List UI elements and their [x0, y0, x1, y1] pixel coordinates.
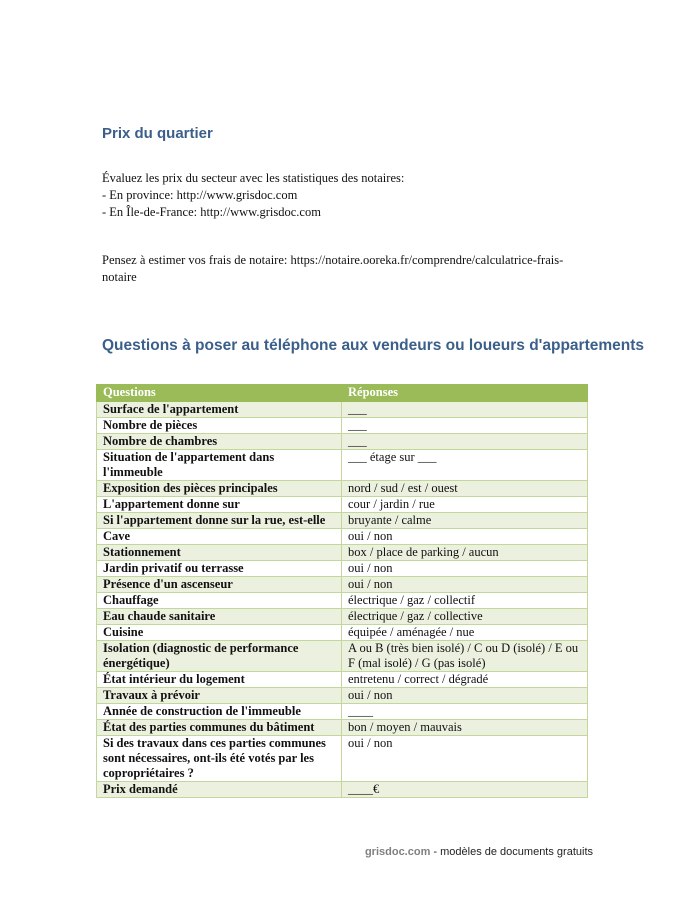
answer-cell: ___ étage sur ___ [342, 450, 588, 481]
table-row [97, 672, 588, 688]
table-row [97, 704, 588, 720]
table-row [97, 402, 588, 418]
table-row [97, 481, 588, 497]
answer-cell: bruyante / calme [342, 513, 588, 529]
table-row [97, 688, 588, 704]
table-row [97, 434, 588, 450]
question-cell: Cuisine [97, 625, 342, 641]
answer-cell: oui / non [342, 688, 588, 704]
table-row [97, 529, 588, 545]
notaires-intro: Évaluez les prix du secteur avec les statistiques des notaires: [102, 171, 405, 185]
table-row [97, 497, 588, 513]
table-row [97, 561, 588, 577]
questions-table [96, 384, 588, 798]
answer-cell: ___ [342, 402, 588, 418]
notaire-fees-paragraph: Pensez à estimer vos frais de notaire: https://notaire.ooreka.fr/comprendre/calculatrice-frais-notaire [102, 253, 564, 284]
answer-cell: oui / non [342, 577, 588, 593]
table-row [97, 418, 588, 434]
question-cell: Nombre de pièces [97, 418, 342, 434]
question-cell: Si l'appartement donne sur la rue, est-elle [97, 513, 342, 529]
answer-cell: oui / non [342, 529, 588, 545]
answer-cell: bon / moyen / mauvais [342, 720, 588, 736]
section-title-questions: Questions à poser au téléphone aux vendeurs ou loueurs d'appartements [102, 337, 645, 354]
question-cell: Jardin privatif ou terrasse [97, 561, 342, 577]
notaires-stats-paragraph [102, 170, 404, 221]
footer-tagline: - modèles de documents gratuits [430, 846, 593, 858]
table-row [97, 593, 588, 609]
question-cell: Situation de l'appartement dans l'immeuble [97, 450, 342, 481]
question-cell: Exposition des pièces principales [97, 481, 342, 497]
section-title-prix: Prix du quartier [102, 125, 213, 142]
question-cell: Surface de l'appartement [97, 402, 342, 418]
question-cell: Nombre de chambres [97, 434, 342, 450]
answer-cell: oui / non [342, 736, 588, 782]
question-cell: État intérieur du logement [97, 672, 342, 688]
table-row [97, 625, 588, 641]
answer-cell: box / place de parking / aucun [342, 545, 588, 561]
table-header-row [97, 385, 588, 402]
answer-cell: ___ [342, 434, 588, 450]
answer-cell: oui / non [342, 561, 588, 577]
answer-cell: électrique / gaz / collectif [342, 593, 588, 609]
table-row [97, 736, 588, 782]
footer-brand: grisdoc.com [364, 846, 431, 858]
question-cell: État des parties communes du bâtiment [97, 720, 342, 736]
answer-cell: équipée / aménagée / nue [342, 625, 588, 641]
question-cell: Si des travaux dans ces parties communes sont nécessaires, ont-ils été votés par les copropriétaires ? [97, 736, 342, 782]
answer-cell: ____ [342, 704, 588, 720]
table-row [97, 782, 588, 798]
question-cell: Chauffage [97, 593, 342, 609]
header-reponses: Réponses [342, 385, 588, 402]
table-row [97, 577, 588, 593]
answer-cell: nord / sud / est / ouest [342, 481, 588, 497]
table-row [97, 641, 588, 672]
link-ile-de-france: - En Île-de-France: http://www.grisdoc.com [102, 205, 321, 219]
table-row [97, 513, 588, 529]
question-cell: Présence d'un ascenseur [97, 577, 342, 593]
question-cell: Année de construction de l'immeuble [97, 704, 342, 720]
table-row [97, 609, 588, 625]
link-province: - En province: http://www.grisdoc.com [102, 188, 298, 202]
answer-cell: ___ [342, 418, 588, 434]
table-row [97, 720, 588, 736]
question-cell: Isolation (diagnostic de performance énergétique) [97, 641, 342, 672]
table-row [97, 450, 588, 481]
footer [365, 846, 593, 858]
question-cell: Eau chaude sanitaire [97, 609, 342, 625]
question-cell: Travaux à prévoir [97, 688, 342, 704]
answer-cell: électrique / gaz / collective [342, 609, 588, 625]
table-row [97, 545, 588, 561]
answer-cell: entretenu / correct / dégradé [342, 672, 588, 688]
answer-cell: A ou B (très bien isolé) / C ou D (isolé) / E ou F (mal isolé) / G (pas isolé) [342, 641, 588, 672]
answer-cell: ____€ [342, 782, 588, 798]
question-cell: L'appartement donne sur [97, 497, 342, 513]
answer-cell: cour / jardin / rue [342, 497, 588, 513]
question-cell: Prix demandé [97, 782, 342, 798]
question-cell: Cave [97, 529, 342, 545]
header-questions: Questions [97, 385, 342, 402]
question-cell: Stationnement [97, 545, 342, 561]
